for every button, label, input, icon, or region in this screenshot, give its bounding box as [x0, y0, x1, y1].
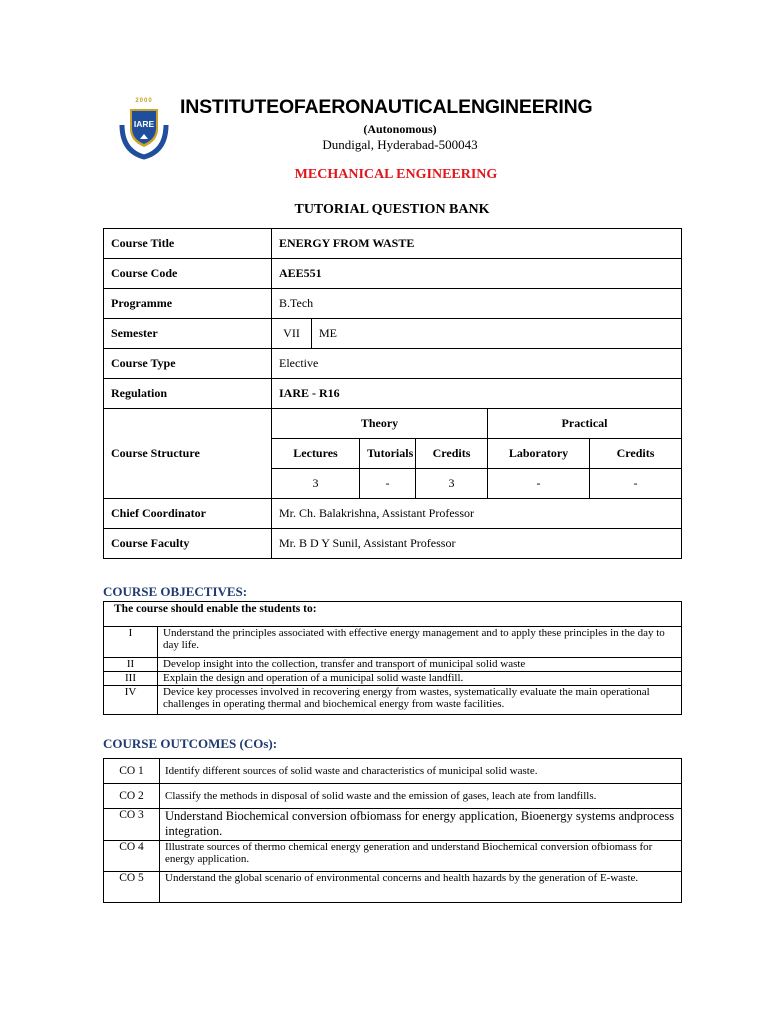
practical-header: Practical	[488, 409, 682, 439]
course-structure-label: Course Structure	[104, 409, 272, 499]
outcomes-table	[103, 758, 682, 903]
lectures-header: Lectures	[272, 439, 360, 469]
objective-row	[104, 627, 682, 658]
outcome-text: Identify different sources of solid waste and characteristics of municipal solid waste.	[160, 759, 682, 784]
row-semester	[104, 319, 682, 349]
outcome-row	[104, 759, 682, 784]
practical-credits-value: -	[590, 469, 682, 499]
objectives-intro: The course should enable the students to:	[104, 602, 682, 627]
outcome-code: CO 4	[104, 841, 160, 872]
objective-text: Develop insight into the collection, transfer and transport of municipal solid waste	[158, 658, 682, 672]
outcome-text: Understand the global scenario of environmental concerns and health hazards by the generation of E-waste.	[160, 872, 682, 903]
logo-year: 2000	[135, 98, 153, 104]
programme-label: Programme	[104, 289, 272, 319]
institute-name: INSTITUTEOFAERONAUTICALENGINEERING	[180, 96, 593, 118]
logo-text: IARE	[133, 119, 155, 129]
autonomous-label: (Autonomous)	[363, 122, 437, 136]
objective-number: I	[104, 627, 158, 658]
faculty-value: Mr. B D Y Sunil, Assistant Professor	[272, 529, 682, 559]
laboratory-header: Laboratory	[488, 439, 590, 469]
objectives-table	[103, 601, 682, 715]
outcome-row	[104, 841, 682, 872]
objective-text: Explain the design and operation of a municipal solid waste landfill.	[158, 672, 682, 686]
semester-value: VII	[272, 319, 312, 349]
outcome-code: CO 1	[104, 759, 160, 784]
row-course-title	[104, 229, 682, 259]
document-title: TUTORIAL QUESTION BANK	[294, 202, 490, 217]
department-name: MECHANICAL ENGINEERING	[294, 167, 498, 182]
objective-row	[104, 672, 682, 686]
outcome-code: CO 5	[104, 872, 160, 903]
objective-number: IV	[104, 686, 158, 715]
coordinator-label: Chief Coordinator	[104, 499, 272, 529]
semester-label: Semester	[104, 319, 272, 349]
objectives-intro-row	[104, 602, 682, 627]
regulation-label: Regulation	[104, 379, 272, 409]
regulation-value: IARE - R16	[272, 379, 682, 409]
objective-row	[104, 658, 682, 672]
course-info-table	[103, 228, 682, 559]
credits-header: Credits	[416, 439, 488, 469]
theory-header: Theory	[272, 409, 488, 439]
row-coordinator	[104, 499, 682, 529]
outcome-row	[104, 784, 682, 809]
tutorials-header: Tutorials	[360, 439, 416, 469]
outcome-text: Illustrate sources of thermo chemical energy generation and understand Biochemical conversion ofbiomass for energy application.	[160, 841, 682, 872]
objective-row	[104, 686, 682, 715]
programme-value: B.Tech	[272, 289, 682, 319]
objective-number: III	[104, 672, 158, 686]
lectures-value: 3	[272, 469, 360, 499]
row-structure-groups	[104, 409, 682, 439]
practical-credits-header: Credits	[590, 439, 682, 469]
course-code-value: AEE551	[272, 259, 682, 289]
outcome-text: Understand Biochemical conversion ofbiomass for energy application, Bioenergy systems andprocess integration.	[160, 809, 682, 841]
outcomes-heading: COURSE OUTCOMES (COs):	[103, 736, 278, 751]
coordinator-value: Mr. Ch. Balakrishna, Assistant Professor	[272, 499, 682, 529]
credits-value: 3	[416, 469, 488, 499]
institute-address: Dundigal, Hyderabad-500043	[322, 137, 478, 152]
row-course-type	[104, 349, 682, 379]
row-faculty	[104, 529, 682, 559]
outcome-code: CO 3	[104, 809, 160, 841]
laboratory-value: -	[488, 469, 590, 499]
course-title-label: Course Title	[104, 229, 272, 259]
objectives-heading: COURSE OBJECTIVES:	[103, 584, 248, 599]
outcome-row	[104, 809, 682, 841]
objective-text: Understand the principles associated with effective energy management and to apply these principles in the day to day life.	[158, 627, 682, 658]
faculty-label: Course Faculty	[104, 529, 272, 559]
row-regulation	[104, 379, 682, 409]
tutorials-value: -	[360, 469, 416, 499]
course-type-value: Elective	[272, 349, 682, 379]
semester-branch: ME	[312, 319, 682, 349]
course-title-value: ENERGY FROM WASTE	[272, 229, 682, 259]
objective-text: Device key processes involved in recovering energy from wastes, systematically evaluate the main operational challenges in operating thermal and biochemical energy from waste facilities.	[158, 686, 682, 715]
course-code-label: Course Code	[104, 259, 272, 289]
outcome-row	[104, 872, 682, 903]
objective-number: II	[104, 658, 158, 672]
outcome-code: CO 2	[104, 784, 160, 809]
row-course-code	[104, 259, 682, 289]
row-programme	[104, 289, 682, 319]
course-type-label: Course Type	[104, 349, 272, 379]
outcome-text: Classify the methods in disposal of solid waste and the emission of gases, leach ate from landfills.	[160, 784, 682, 809]
